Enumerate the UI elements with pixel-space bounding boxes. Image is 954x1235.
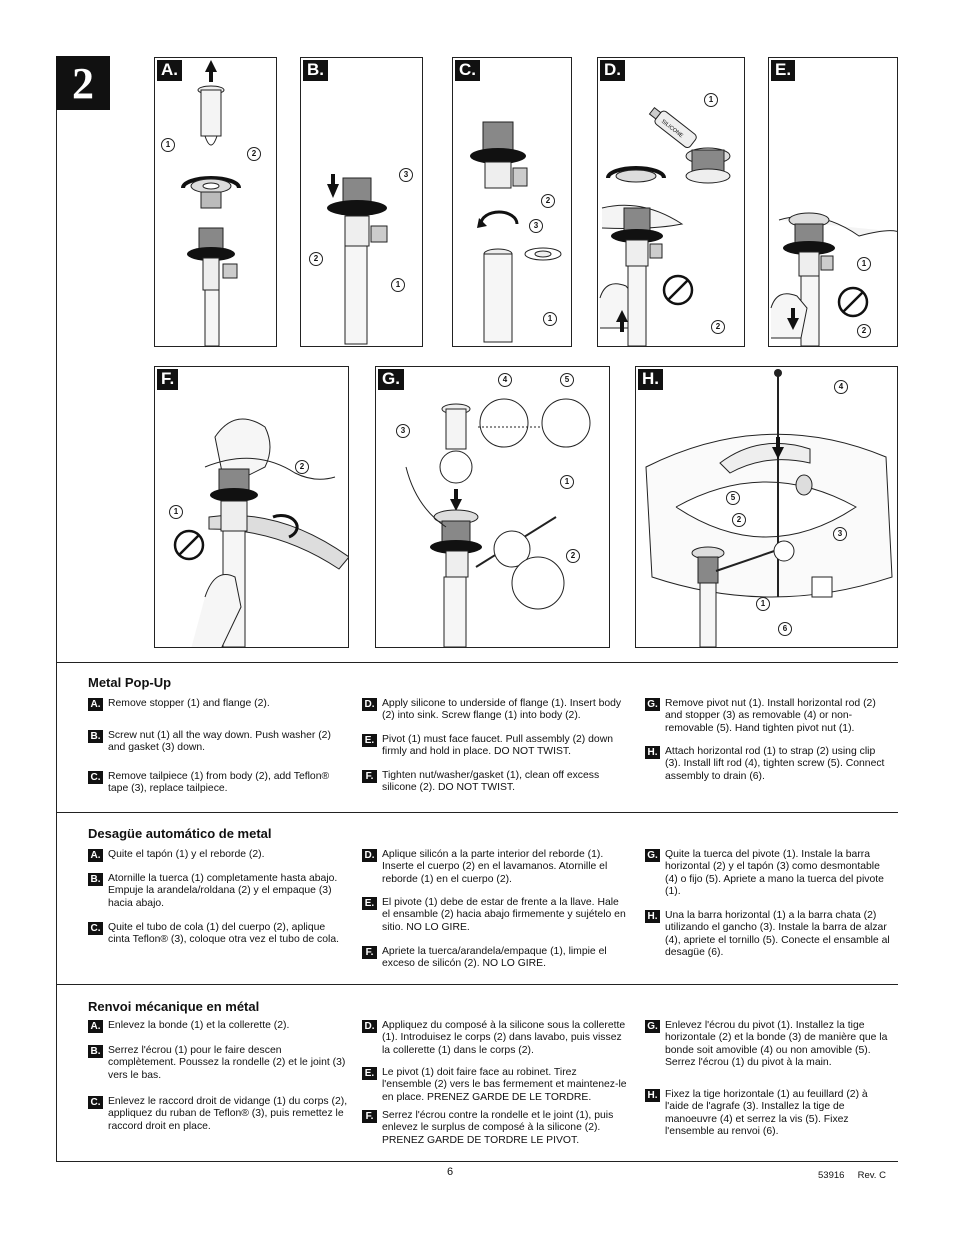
instruction-item (362, 1067, 628, 1104)
section-title-english: Metal Pop-Up (88, 675, 172, 690)
instruction-item (362, 698, 628, 723)
instruction-text: Remove tailpiece (1) from body (2), add Teflon® tape (3), replace tailpiece. (108, 771, 330, 795)
panel-g (375, 366, 610, 648)
step-label: D. (362, 698, 377, 711)
instruction-text: Serrez l'écrou contre la rondelle et le joint (1), puis enlevez le surplus de composé à la silicone (2). PRENEZ GARDE DE TORDRE LE PIVOT. (382, 1110, 614, 1146)
panel-label: A. (157, 60, 182, 81)
panel-b (300, 57, 423, 347)
instruction-text: Enlevez l'écrou du pivot (1). Installez la tige horizontale (2) et la bonde (3) de manière que la bonde soit amovible (4) ou non amovible (5). Serrez l'écrou (1) du pivot à la main. (665, 1020, 888, 1069)
step-label: H. (645, 746, 660, 759)
instruction-item (645, 1020, 890, 1070)
step-label: F. (362, 1110, 377, 1123)
section-title-spanish: Desagüe automático de metal (88, 826, 272, 841)
silicone-tube-text: SILICONE (659, 118, 684, 140)
instruction-text: Quite el tapón (1) y el reborde (2). (108, 849, 265, 860)
step-label: C. (88, 771, 103, 784)
instruction-text: Fixez la tige horizontale (1) au feuillard (2) à l'aide de l'agrafe (3). Installez la tige de manoeuvre (4) et serrez la vis (5). Fixez l'ensemble au renvoi (6). (665, 1089, 868, 1138)
instruction-item (362, 849, 628, 886)
illustration-e (769, 58, 898, 347)
panel-f (154, 366, 349, 648)
panel-d (597, 57, 745, 347)
panel-h (635, 366, 898, 648)
instruction-item (645, 746, 890, 783)
callout: 1 (560, 475, 574, 489)
instruction-text: Screw nut (1) all the way down. Push washer (2) and gasket (3) down. (108, 730, 331, 754)
divider (56, 984, 898, 985)
callout: 3 (833, 527, 847, 541)
instruction-item (362, 734, 628, 759)
divider (56, 662, 898, 663)
step-label: D. (362, 849, 377, 862)
step-label: A. (88, 849, 103, 862)
step-label: G. (645, 849, 660, 862)
instruction-text: Le pivot (1) doit faire face au robinet. Tirez l'ensemble (2) vers le bas fermement et maintenez-le en place. PRENEZ GARDE DE LE TORDRE. (382, 1067, 627, 1103)
instruction-item (88, 1045, 348, 1082)
illustration-f (155, 367, 349, 648)
step-label: B. (88, 873, 103, 886)
instruction-text: Enlevez la bonde (1) et la collerette (2). (108, 1020, 290, 1031)
instruction-text: Apriete la tuerca/arandela/empaque (1), limpie el exceso de silicón (2). NO LO GIRE. (382, 946, 607, 970)
step-label: C. (88, 922, 103, 935)
callout: 4 (498, 373, 512, 387)
step-label: G. (645, 698, 660, 711)
panel-label: C. (455, 60, 480, 81)
step-label: A. (88, 1020, 103, 1033)
callout: 6 (778, 622, 792, 636)
callout: 1 (704, 93, 718, 107)
instruction-item (645, 910, 890, 960)
illustration-d (598, 58, 745, 347)
step-label: H. (645, 910, 660, 923)
callout: 5 (726, 491, 740, 505)
callout: 2 (247, 147, 261, 161)
instruction-text: Remove stopper (1) and flange (2). (108, 698, 270, 709)
step-label: D. (362, 1020, 377, 1033)
callout: 3 (529, 219, 543, 233)
instruction-item (362, 946, 628, 971)
instruction-item (645, 698, 890, 735)
callout: 1 (543, 312, 557, 326)
instruction-text: Una la barra horizontal (1) a la barra chata (2) utilizando el gancho (3). Instale la barra de alzar (4), apriete el tornillo (5). Conecte el ensamble al desagüe (6). (665, 910, 890, 959)
step-label: B. (88, 1045, 103, 1058)
callout: 1 (857, 257, 871, 271)
callout: 1 (161, 138, 175, 152)
instruction-item (88, 849, 348, 861)
instruction-item (645, 1089, 890, 1139)
callout: 2 (857, 324, 871, 338)
divider (56, 812, 898, 813)
step-label: E. (362, 1067, 377, 1080)
instruction-text: Quite la tuerca del pivote (1). Instale la barra horizontal (2) y el tapón (3) como desmontable (4) o fijo (5). Apriete a mano la tuerca del pivote (1). (665, 849, 884, 898)
callout: 4 (834, 380, 848, 394)
instruction-text: El pivote (1) debe de estar de frente a la llave. Hale el ensamble (2) hacia abajo firmemente y sujételo en sitio. NO LO GIRE. (382, 897, 626, 933)
step-label: A. (88, 698, 103, 711)
callout: 1 (756, 597, 770, 611)
step-label: G. (645, 1020, 660, 1033)
instruction-item (362, 897, 628, 934)
page-number: 6 (447, 1166, 454, 1178)
panel-label: H. (638, 369, 663, 390)
panel-label: G. (378, 369, 404, 390)
instruction-item (362, 1110, 628, 1147)
instruction-text: Attach horizontal rod (1) to strap (2) using clip (3). Install lift rod (4), tighten screw (5). Connect assembly to drain (6). (665, 746, 885, 782)
instruction-text: Remove pivot nut (1). Install horizontal rod (2) and stopper (3) as removable (4) or non-removable (5). Hand tighten pivot nut (1). (665, 698, 876, 734)
instruction-item (88, 698, 348, 710)
illustration-g (376, 367, 610, 648)
step-label: F. (362, 946, 377, 959)
panel-label: D. (600, 60, 625, 81)
panel-e (768, 57, 898, 347)
instruction-item (88, 771, 348, 796)
callout: 2 (309, 252, 323, 266)
panel-a (154, 57, 277, 347)
instruction-item (362, 1020, 628, 1057)
callout: 1 (391, 278, 405, 292)
document-code: 53916 Rev. C (818, 1170, 886, 1181)
instruction-text: Aplique silicón a la parte interior del reborde (1). Inserte el cuerpo (2) en el lavamanos. Atornille el reborde (1) en el cuerpo (2). (382, 849, 608, 885)
instruction-text: Tighten nut/washer/gasket (1), clean off excess silicone (2). DO NOT TWIST. (382, 770, 600, 794)
panel-label: F. (157, 369, 178, 390)
instruction-text: Quite el tubo de cola (1) del cuerpo (2), aplique cinta Teflon® (3), coloque otra vez el tubo de cola. (108, 922, 339, 946)
instruction-text: Pivot (1) must face faucet. Pull assembly (2) down firmly and hold in place. DO NOT TWIST. (382, 734, 613, 758)
callout: 2 (295, 460, 309, 474)
instruction-text: Enlevez le raccord droit de vidange (1) du corps (2), appliquez du ruban de Teflon® (3), puis remettez le raccord droit en place. (108, 1096, 348, 1132)
instruction-item (645, 849, 890, 899)
instruction-text: Apply silicone to underside of flange (1). Insert body (2) into sink. Screw flange (1) into body (2). (382, 698, 622, 722)
step-label: B. (88, 730, 103, 743)
callout: 2 (732, 513, 746, 527)
instruction-item (362, 770, 628, 795)
callout: 5 (560, 373, 574, 387)
instruction-item (88, 1020, 348, 1032)
callout: 3 (396, 424, 410, 438)
panel-c (452, 57, 572, 347)
callout: 1 (169, 505, 183, 519)
callout: 2 (566, 549, 580, 563)
page-frame-bottom (56, 1161, 898, 1162)
step-label: E. (362, 897, 377, 910)
callout: 2 (711, 320, 725, 334)
instruction-item (88, 873, 348, 910)
callout: 2 (541, 194, 555, 208)
page-frame-left (56, 56, 57, 1162)
step-number: 2 (56, 56, 110, 110)
instruction-text: Serrez l'écrou (1) pour le faire descen complètement. Poussez la rondelle (2) et le joint (3) vers le bas. (108, 1045, 346, 1081)
step-label: H. (645, 1089, 660, 1102)
instruction-item (88, 922, 348, 947)
instruction-text: Atornille la tuerca (1) completamente hasta abajo. Empuje la arandela/roldana (2) y el empaque (3) hacia abajo. (108, 873, 338, 909)
panel-label: B. (303, 60, 328, 81)
panel-label: E. (771, 60, 795, 81)
step-label: F. (362, 770, 377, 783)
illustration-a (155, 58, 277, 347)
instruction-item (88, 1096, 348, 1133)
section-title-french: Renvoi mécanique en métal (88, 999, 260, 1014)
instruction-item (88, 730, 348, 755)
step-label: C. (88, 1096, 103, 1109)
illustration-b (301, 58, 423, 347)
instruction-text: Appliquez du composé à la silicone sous la collerette (1). Introduisez le corps (2) dans lavabo, puis vissez la collerette (1) dans le corps (2). (382, 1020, 626, 1056)
callout: 3 (399, 168, 413, 182)
step-label: E. (362, 734, 377, 747)
